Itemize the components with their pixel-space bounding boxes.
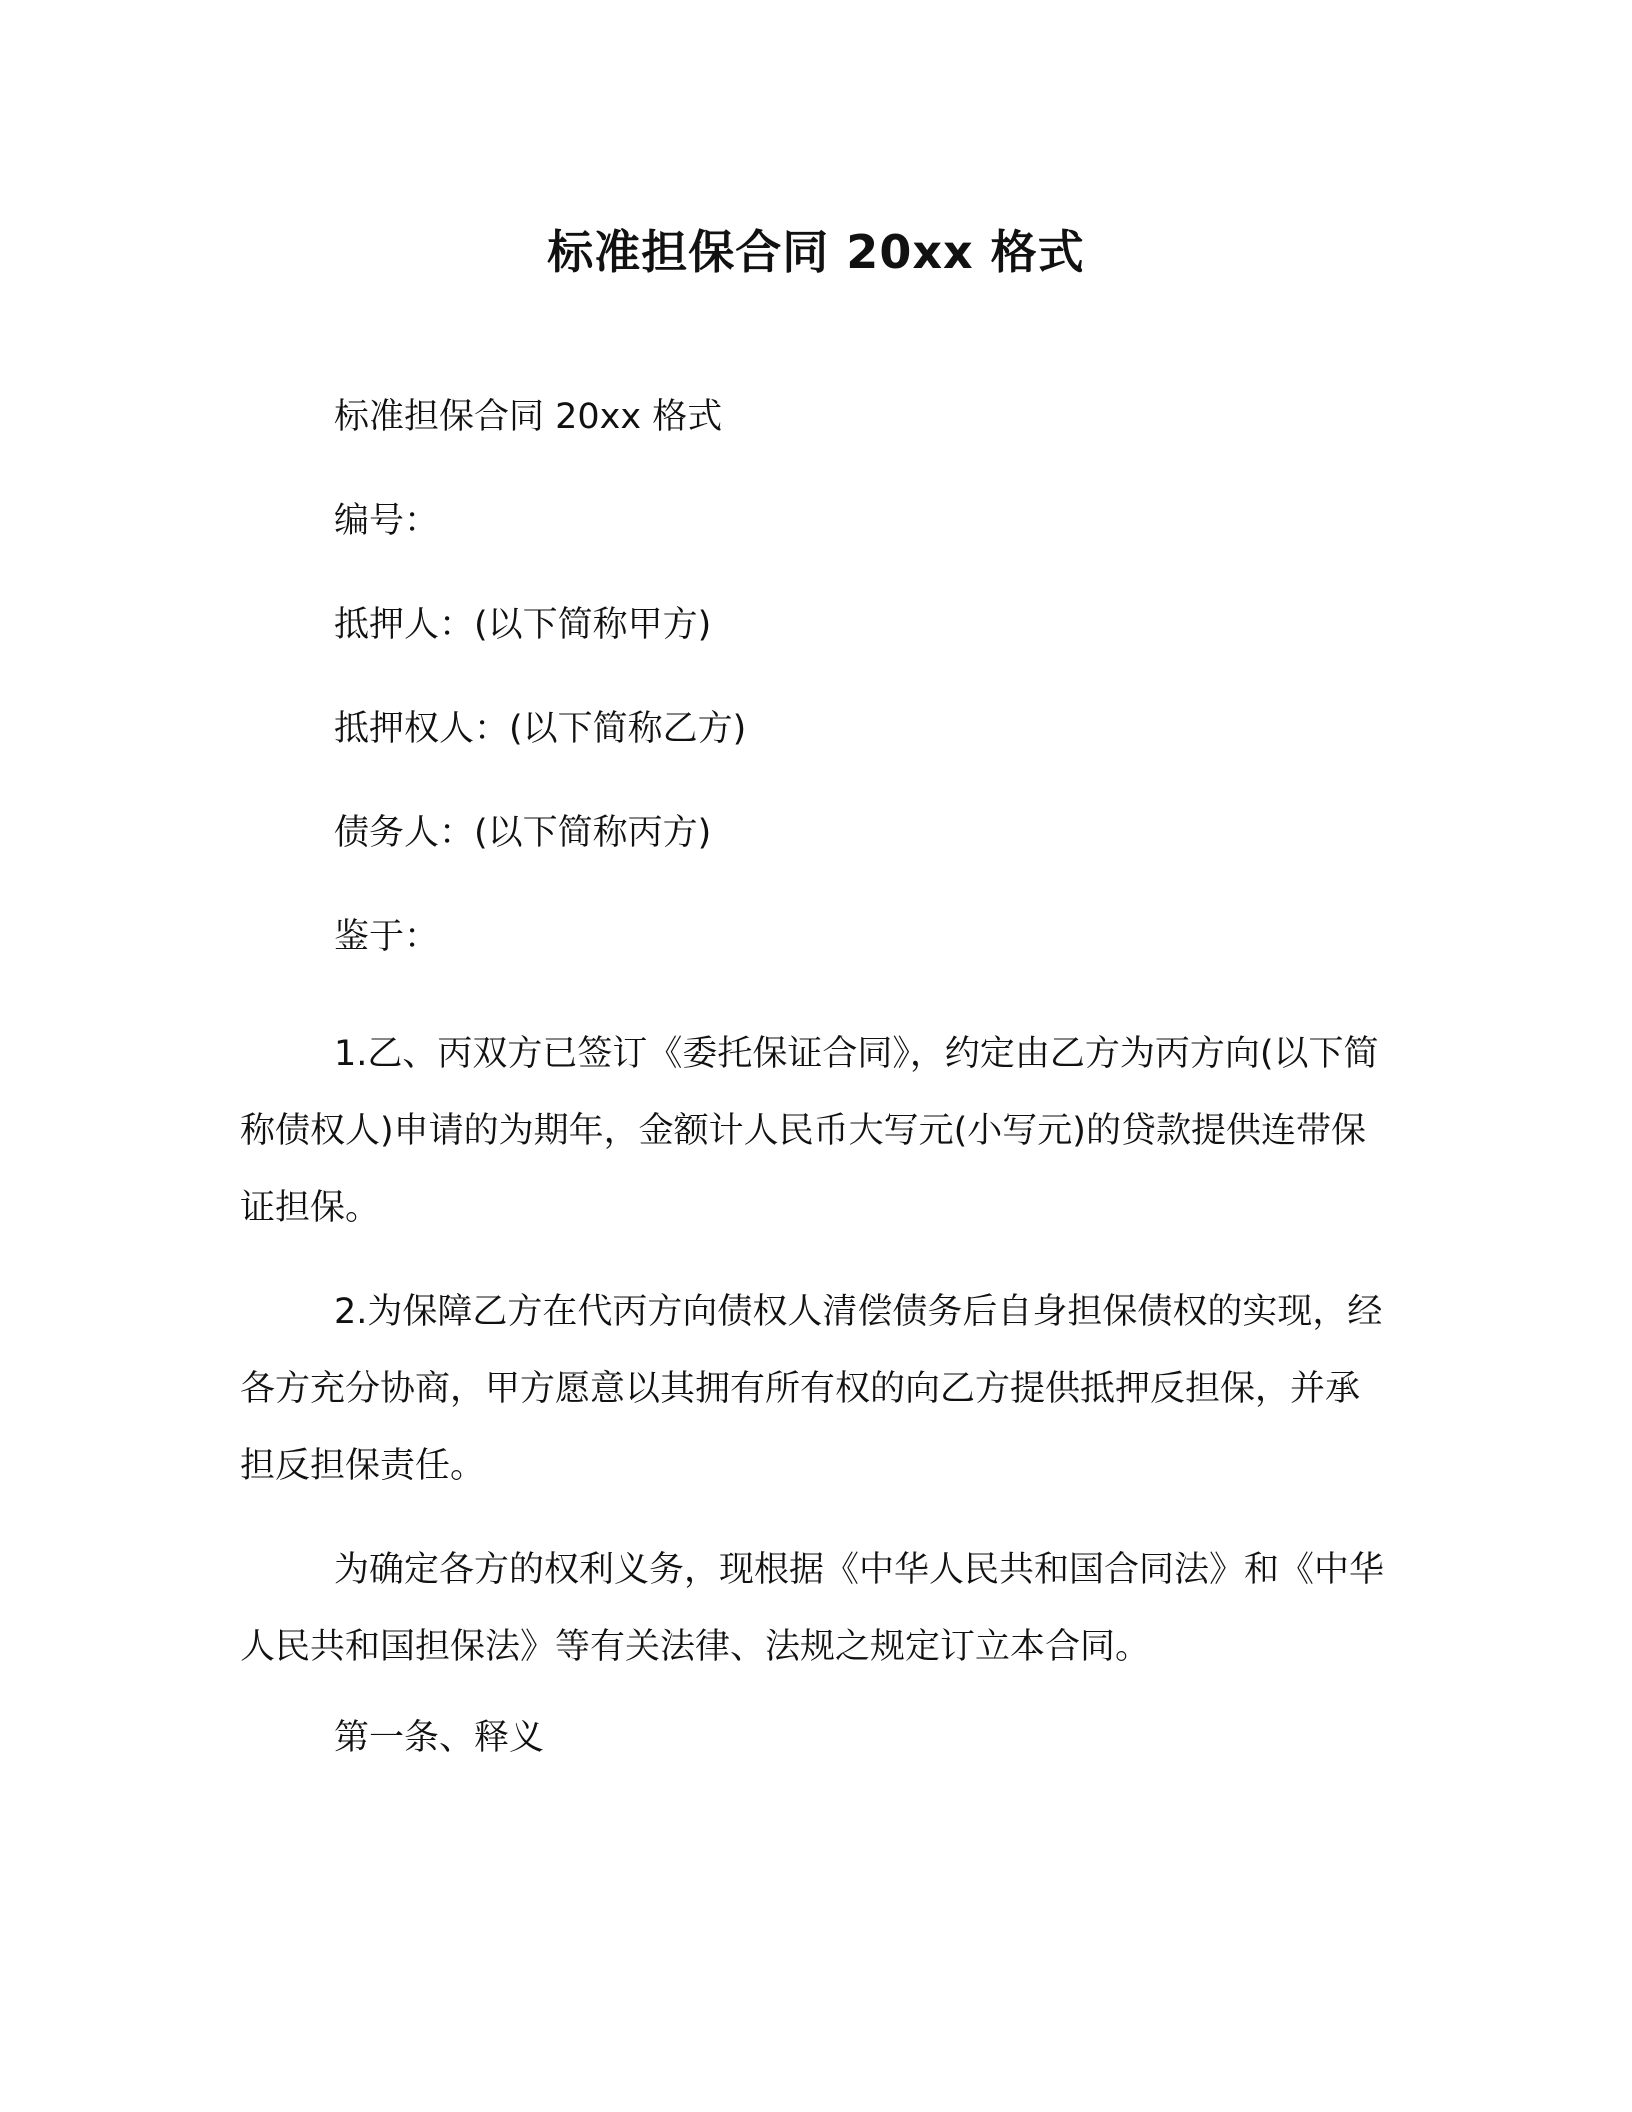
legal-basis-paragraph: 为确定各方的权利义务，现根据《中华人民共和国合同法》和《中华人民共和国担保法》等有关法律、法规之规定订立本合同。 — [240, 1550, 1385, 1667]
mortgagor-line: 抵押人：(以下简称甲方) — [334, 605, 712, 645]
contract-number-line: 编号： — [334, 501, 440, 541]
document-body — [240, 392, 1392, 1817]
document-title: 标准担保合同 20xx 格式 — [547, 225, 1085, 279]
whereas-line: 鉴于： — [334, 917, 440, 957]
subtitle-paragraph: 标准担保合同 20xx 格式 — [334, 397, 723, 437]
whereas-item-2: 2.为保障乙方在代丙方向债权人清偿债务后自身担保债权的实现，经各方充分协商，甲方愿意以其拥有所有权的向乙方提供抵押反担保，并承担反担保责任。 — [240, 1292, 1383, 1486]
debtor-line: 债务人：(以下简称丙方) — [334, 813, 712, 853]
mortgagee-line: 抵押权人：(以下简称乙方) — [334, 709, 747, 749]
whereas-item-1: 1.乙、丙双方已签订《委托保证合同》，约定由乙方为丙方向(以下简称债权人)申请的为期年，金额计人民币大写元(小写元)的贷款提供连带保证担保。 — [240, 1034, 1379, 1228]
article-1-heading: 第一条、释义 — [334, 1718, 545, 1758]
